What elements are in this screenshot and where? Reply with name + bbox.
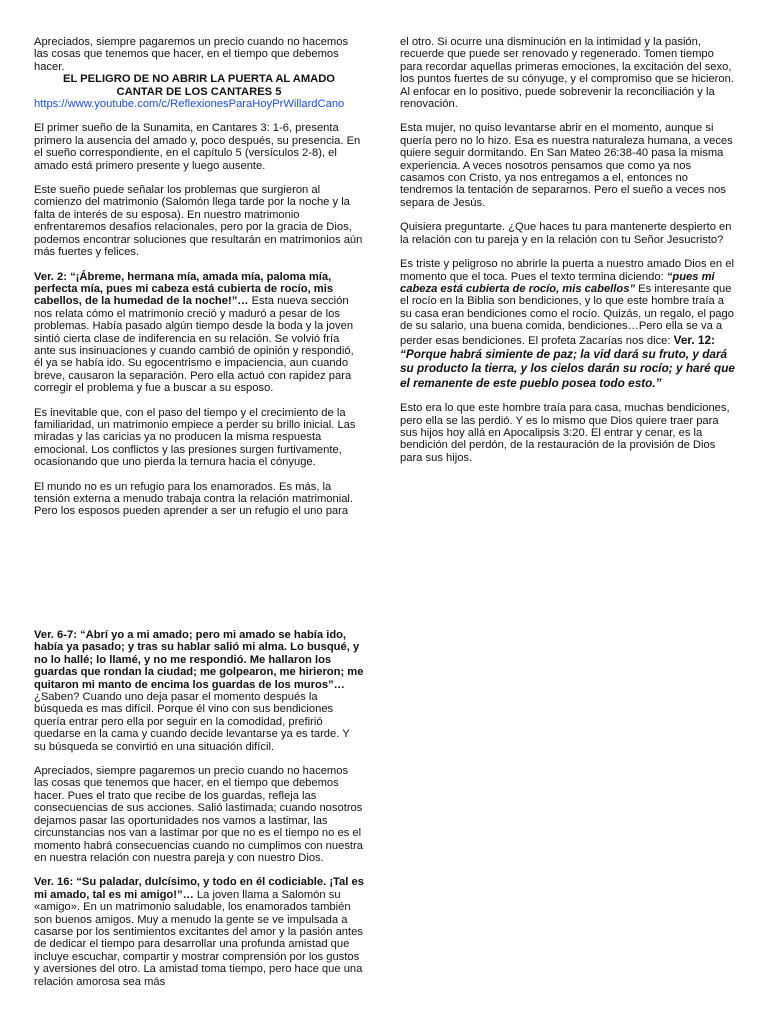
paragraph-verse-6-7 [34, 629, 364, 753]
triste-text-a: Es triste y peligroso no abrirle la puerta a nuestro amado Dios en el momento que el toca. Pues el texto termina diciendo: [400, 258, 734, 283]
paragraph-el-otro: el otro. Si ocurre una disminución en la intimidad y la pasión, recuerde que puede ser renovado y regenerado. Tomen tiempo para recordar aquellas primeras emociones, la excitación del sexo, los puntos fuertes de su cónyuge, y el compromiso que se hicieron. Al enfocar en lo positivo, puede sobrevenir la reconciliación y la renovación. [400, 36, 734, 111]
document-title: EL PELIGRO DE NO ABRIR LA PUERTA AL AMADO [62, 73, 336, 86]
verse-16-quote: Ver. 16: “Su paladar, dulcísimo, y todo en él codiciable. ¡Tal es mi amado, tal es mi amigo!”… [34, 876, 364, 901]
paragraph-esto-era: Esto era lo que este hombre traía para casa, muchas bendiciones, pero ella se las perdió. Y es lo mismo que Dios quiere traer para sus hijos hoy allá en Apocalipsis 3:20. El entrar y cenar, es la bendición del perdón, de la restauración de la provisión de Dios para sus hijos. [400, 402, 730, 464]
intro-paragraph: Apreciados, siempre pagaremos un precio cuando no hacemos las cosas que tenemos que hacer, en el tiempo que debemos hacer. [34, 36, 349, 73]
paragraph-pregunta: Quisiera preguntarte. ¿Que haces tu para mantenerte despierto en la relación con tu pareja y en la relación con tu Señor Jesucristo? [400, 221, 732, 246]
verse-label: Ver. [34, 270, 54, 283]
left-column-top [34, 36, 364, 530]
paragraph-esta-mujer: Esta mujer, no quiso levantarse abrir en el momento, aunque si quería pero no lo hizo. Esa es nuestra naturaleza humana, a veces quiere seguir dormitando. En San Mateo 26:38-40 pasa la misma experiencia. A veces nosotros pensamos que como ya nos casamos con Cristo, ya nos entregamos a el, entonces no tendremos la tentación de separarnos. Pero el sueño a veces nos separa de Jesús. [400, 122, 733, 209]
document-subtitle: CANTAR DE LOS CANTARES 5 [116, 85, 282, 98]
paragraph-este-sueno: Este sueño puede señalar los problemas que surgieron al comienzo del matrimonio (Salomón llega tarde por la noche y la falta de interés de su esposa). En nuestro matrimonio enfrentaremos desafíos relacionales, pero por la gracia de Dios, podemos encontrar soluciones que resultarán en matrimonios aún más fuertes y felices. [34, 184, 363, 259]
paragraph-triste [400, 258, 736, 390]
verse-12-quote: “Porque habrá simiente de paz; la vid dará su fruto, y dará su producto la tierra, y los cielos darán su rocío; y haré que el remanente de este pueblo posea todo esto.” [400, 346, 735, 390]
verse-12-label: Ver. 12: [673, 332, 715, 347]
triste-text-b: Es interesante que el rocío en la Biblia son bendiciones, y lo que este hombre traía a su casa eran bendiciones como el rocío. Quizás, un regalo, el pago de su salario, una buena comida, bendiciones…Pero ella se va a perder esas bendiciones. El profeta Zacarías nos dice: [400, 282, 734, 347]
verse-16-commentary: La joven llama a Salomón su «amigo». En un matrimonio saludable, los enamorados también son buenos amigos. Muy a menudo la gente se ve impulsada a casarse por los sentimientos excitantes del amor y la pasión antes de dedicar el tiempo para desarrollar una profunda amistad que incluye escuchar, compartir y mostrar comprensión por los gustos y aversiones del otro. La amistad toma tiempo, pero hace que una relación amorosa sea más [34, 888, 363, 988]
paragraph-verse-2 [34, 271, 364, 395]
verse-6-7-commentary: ¿Saben? Cuando uno deja pasar el momento después la búsqueda es mas difícil. Porque él vino con sus bendiciones quería entrar pero ella por seguir en la comodidad, prefirió quedarse en la cama y cuando decide levantarse ya es tarde. Y su búsqueda se convirtió en una situación difícil. [34, 691, 350, 753]
left-column-bottom [34, 629, 364, 1000]
paragraph-primer-sueno: El primer sueño de la Sunamita, en Cantares 3: 1-6, presenta primero la ausencia del amado y, poco después, su presencia. En el sueño correspondiente, en el capítulo 5 (versículos 2-8), el amado está primero presente y luego ausente. [34, 122, 361, 172]
verse-6-7-quote: Ver. 6-7: “Abrí yo a mi amado; pero mi amado se había ido, había ya pasado; y tras su hablar salió mi alma. Lo busqué, y no lo hallé; lo llamé, y no me respondió. Me hallaron los guardas que rondan la ciudad; me golpearon, me hirieron; me quitaron mi manto de encima los guardas de los muros”… [34, 629, 364, 691]
verse-2-quote: 2: “¡Ábreme, hermana mía, amada mía, paloma mía, perfecta mía, pues mi cabeza está cubierta de rocío, mis cabellos, de la humedad de la noche!”… [34, 270, 334, 308]
rocio-quote: “pues mi cabeza está cubierta de rocío, mis cabellos” [400, 270, 715, 295]
paragraph-verse-16 [34, 876, 364, 988]
youtube-channel-link[interactable]: https://www.youtube.com/c/ReflexionesParaHoyPrWillardCano [34, 98, 345, 111]
right-column-top [400, 36, 736, 476]
paragraph-inevitable: Es inevitable que, con el paso del tiempo y el crecimiento de la familiaridad, un matrimonio empiece a perder su brillo inicial. Las miradas y las caricias ya no producen la misma respuesta emocional. Los conflictos y las presiones surgen furtivamente, ocasionando que uno pierda la ternura hacia el cónyuge. [34, 406, 356, 469]
paragraph-apreciados: Apreciados, siempre pagaremos un precio cuando no hacemos las cosas que tenemos que hacer, en el tiempo que debemos hacer. Pues el trato que recibe de los guardas, refleja las consecuencias de sus acciones. Salió lastimada; cuando nosotros dejamos pasar las oportunidades nos vamos a lastimar, las circunstancias nos van a lastimar por que no es el tiempo no es el momento habrá consecuencias cuando no cumplimos con nuestra en nuestra relación con nuestra pareja y con nuestro Dios. [34, 765, 363, 864]
paragraph-mundo: El mundo no es un refugio para los enamorados. Es más, la tensión externa a menudo trabaja contra la relación matrimonial. Pero los esposos pueden aprender a ser un refugio el uno para [34, 480, 354, 518]
verse-2-commentary: Esta nueva sección nos relata cómo el matrimonio creció y maduró a pesar de los problemas. Había pasado algún tiempo desde la boda y la joven sintió cierta clase de indiferencia en su relación. Se volvió fría ante sus insinuaciones y cuando cambió de opinión y respondió, él ya se había ido. Su egocentrismo e impaciencia, aun cuando breve, causaron la separación. Pero ella actuó con rapidez para corregir el problema y fue a buscar a su esposo. [34, 295, 354, 395]
